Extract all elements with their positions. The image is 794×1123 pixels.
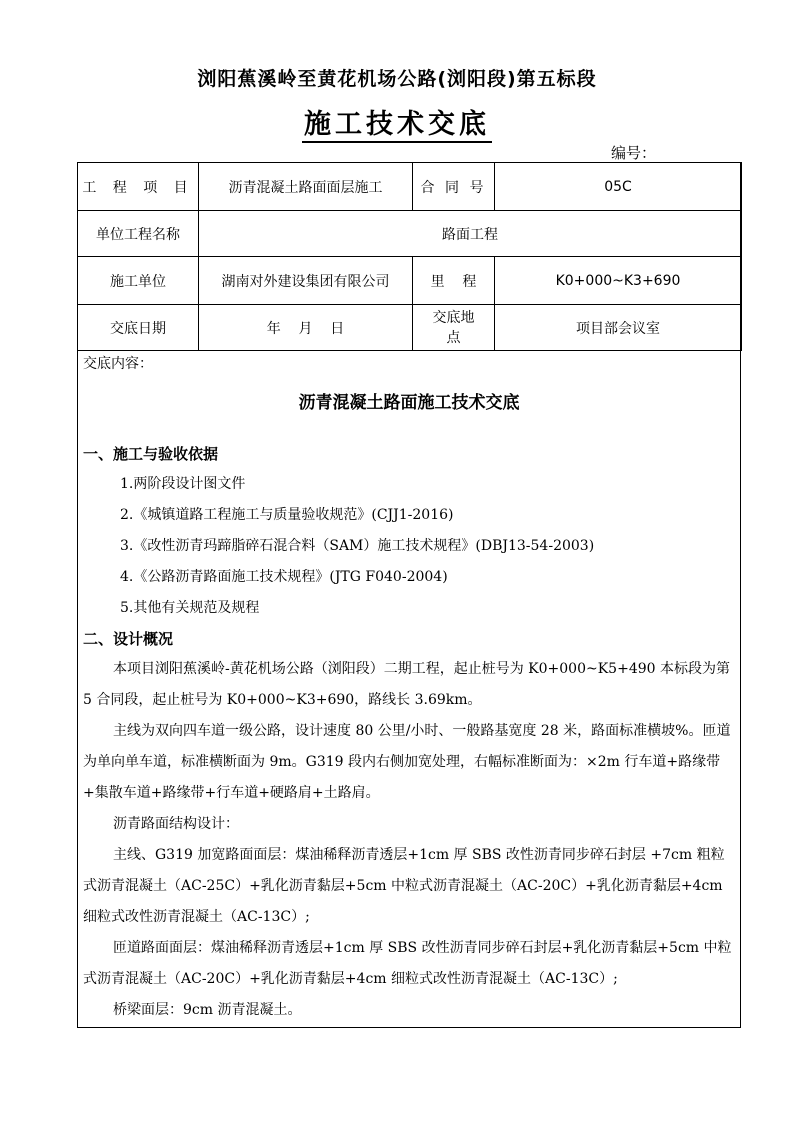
table-row bbox=[78, 305, 742, 351]
project-label: 工 程 项 目 bbox=[78, 163, 199, 211]
unit-project-label: 单位工程名称 bbox=[78, 211, 199, 257]
constructor-label: 施工单位 bbox=[78, 257, 199, 305]
list-item: 1.两阶段设计图文件 bbox=[120, 476, 246, 492]
constructor-value: 湖南对外建设集团有限公司 bbox=[199, 257, 413, 305]
location-label: 交底地点 bbox=[413, 305, 495, 351]
mileage-label: 里 程 bbox=[413, 257, 495, 305]
unit-project-value: 路面工程 bbox=[199, 211, 742, 257]
list-item: 5.其他有关规范及规程 bbox=[120, 600, 260, 616]
list-item: 2.《城镇道路工程施工与质量验收规范》(CJJ1-2016) bbox=[120, 507, 454, 523]
project-title: 浏阳蕉溪岭至黄花机场公路(浏阳段)第五标段 bbox=[197, 68, 597, 90]
location-value: 项目部会议室 bbox=[495, 305, 742, 351]
date-value: 年 月 日 bbox=[199, 305, 413, 351]
content-body bbox=[83, 352, 735, 1026]
table-row bbox=[78, 257, 742, 305]
table-row bbox=[78, 211, 742, 257]
content-label: 交底内容： bbox=[83, 356, 153, 372]
list-item: 3.《改性沥青玛蹄脂碎石混合料（SAM）施工技术规程》(DBJ13-54-2003) bbox=[120, 538, 595, 554]
mileage-value: K0+000~K3+690 bbox=[495, 257, 742, 305]
paragraph: 沥青路面结构设计： bbox=[113, 816, 239, 832]
document-title bbox=[0, 102, 794, 141]
contract-value: 05C bbox=[495, 163, 742, 211]
serial-number-label: 编号： bbox=[611, 144, 657, 162]
project-value: 沥青混凝土路面面层施工 bbox=[199, 163, 413, 211]
contract-label: 合 同 号 bbox=[413, 163, 495, 211]
section2-heading: 二、设计概况 bbox=[83, 630, 174, 648]
section1-heading: 一、施工与验收依据 bbox=[83, 445, 219, 463]
table-row bbox=[78, 163, 742, 211]
paragraph: 本项目浏阳蕉溪岭-黄花机场公路（浏阳段）二期工程，起止桩号为 K0+000~K5+490 本标段为第 5 合同段，起止桩号为 K0+000~K3+690，路线长 3.69km。 bbox=[83, 661, 730, 708]
paragraph: 主线、G319 加宽路面面层：煤油稀释沥青透层+1cm 厚 SBS 改性沥青同步碎石封层 +7cm 粗粒式沥青混凝土（AC-25C）+乳化沥青黏层+5cm 中粒式沥青混凝土（AC-20C）+乳化沥青黏层+4cm 细粒式改性沥青混凝土（AC-13C）; bbox=[83, 847, 725, 925]
list-item: 4.《公路沥青路面施工技术规程》(JTG F040-2004) bbox=[120, 569, 448, 585]
info-table bbox=[77, 162, 742, 351]
content-title: 沥青混凝土路面施工技术交底 bbox=[298, 393, 520, 413]
paragraph: 桥梁面层：9cm 沥青混凝土。 bbox=[113, 1002, 302, 1018]
paragraph: 匝道路面面层：煤油稀释沥青透层+1cm 厚 SBS 改性沥青同步碎石封层+乳化沥青黏层+5cm 中粒式沥青混凝土（AC-20C）+乳化沥青黏层+4cm 细粒式改性沥青混凝土（AC-13C）; bbox=[83, 940, 732, 987]
paragraph: 主线为双向四车道一级公路，设计速度 80 公里/小时、一般路基宽度 28 米，路面标准横坡%。匝道为单向单车道，标准横断面为 9m。G319 段内右侧加宽处理，右幅标准断面为：×2m 行车道+路缘带+集散车道+路缘带+行车道+硬路肩+土路肩。 bbox=[83, 723, 731, 801]
date-label: 交底日期 bbox=[78, 305, 199, 351]
document-title-text: 施工技术交底 bbox=[302, 109, 492, 143]
